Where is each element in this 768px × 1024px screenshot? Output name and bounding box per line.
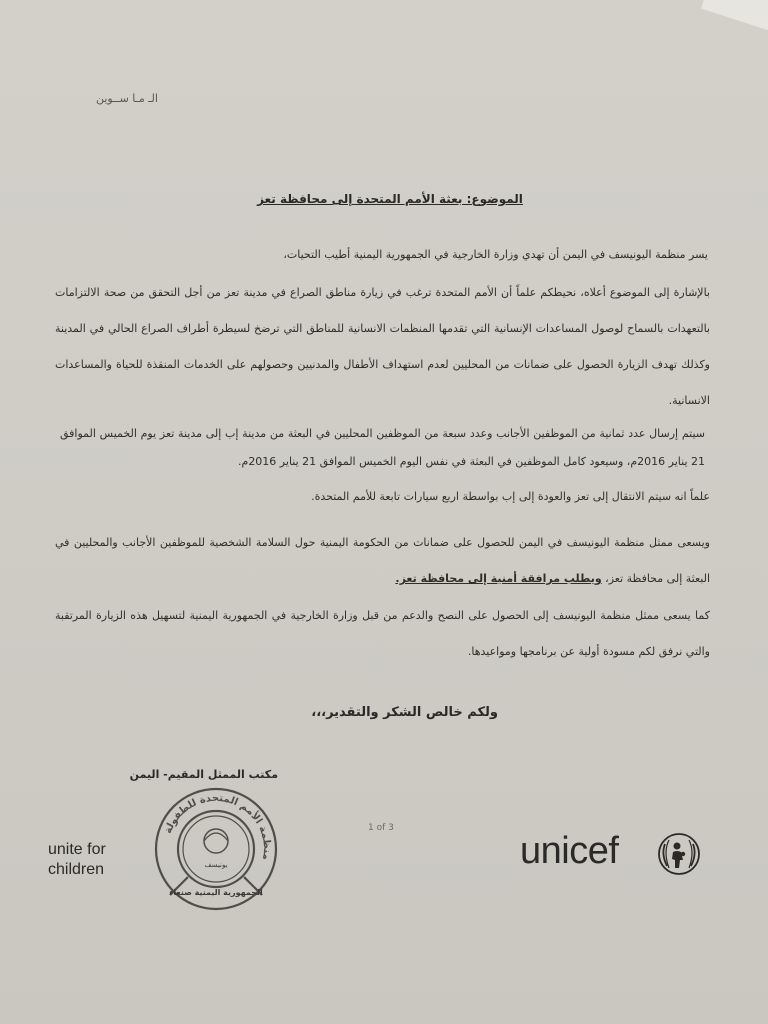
unicef-logo-text: unicef <box>520 830 619 872</box>
purpose-paragraph: بالإشارة إلى الموضوع أعلاه، نحيطكم علماً أن الأمم المتحدة ترغب في زيارة مناطق الصراع في مدينة تعز من أجل التحقق من صحة الالتزامات بالتعهدات بالسماح لوصول المساعدات الإنسانية التي تقدمها المنظمات الانسانية للمناطق التي ترضخ لسيطرة أطراف الصراع الحالي في المدينة وكذلك تهدف الزيارة الحصول على ضمانات من المحليين لعدم استهداف الأطفال والمدنيين وحصولهم على الخدمات المنقذة للحياة والمساعدات الانسانية. <box>55 286 710 407</box>
security-paragraph <box>55 525 710 597</box>
closing-line: ولكم خالص الشكر والتقدير،،، <box>311 705 498 720</box>
stamp-ring-text: منظمة الأمم المتحدة للطفولة <box>162 792 273 861</box>
security-escort-request: ويطلب مرافقة أمنية إلى محافظة تعز. <box>395 572 602 585</box>
staff-paragraph: سيتم إرسال عدد ثمانية من الموظفين الأجانب وعدد سبعة من الموظفين المحليين في البعثة من مدينة إب إلى مدينة تعز يوم الخميس الموافق 21 يناير 2016م، وسيعود كامل الموظفين في البعثة في نفس اليوم الخميس الموافق 21 يناير 2016م. <box>60 427 705 468</box>
office-name: مكتب الممثل المقيم- اليمن <box>129 768 278 781</box>
unicef-emblem-icon <box>655 830 703 878</box>
letter-subject: الموضوع: بعثة الأمم المتحدة إلى محافظة تعز <box>257 192 523 206</box>
security-text: ويسعى ممثل منظمة اليونيسف في اليمن للحصول على ضمانات من الحكومة اليمنية حول السلامة الشخصية للموظفين الأجانب والمحليين في البعثة إلى محافظة تعز، <box>55 536 710 585</box>
official-stamp-icon <box>152 785 280 913</box>
greeting-paragraph: يسر منظمة اليونيسف في اليمن أن تهدي وزارة الخارجية في الجمهورية اليمنية أطيب التحيات، <box>283 248 708 261</box>
tagline-line-2: children <box>48 861 105 878</box>
folded-corner <box>701 0 768 30</box>
reference-line: الـ مـا ســوين <box>96 92 158 105</box>
office-signature <box>130 766 278 783</box>
stamp-center-text: يونيسف <box>204 861 228 869</box>
transport-paragraph: علماً انه سيتم الانتقال إلى تعز والعودة إلى إب بواسطة اربع سيارات تابعة للأمم المتحدة. <box>311 490 710 503</box>
page-number: 1 of 3 <box>368 823 394 833</box>
support-paragraph: كما يسعى ممثل منظمة اليونيسف إلى الحصول على النصح والدعم من قبل وزارة الخارجية في الجمهورية اليمنية لتسهيل هذه الزيارة المرتقبة والتي نرفق لكم مسودة أولية عن برنامجها ومواعيدها. <box>55 609 710 658</box>
unite-for-children-tagline <box>48 840 106 880</box>
stamp-bottom-text: الجمهورية اليمنية صنعاء <box>169 888 263 897</box>
tagline-line-1: unite for <box>48 841 106 858</box>
